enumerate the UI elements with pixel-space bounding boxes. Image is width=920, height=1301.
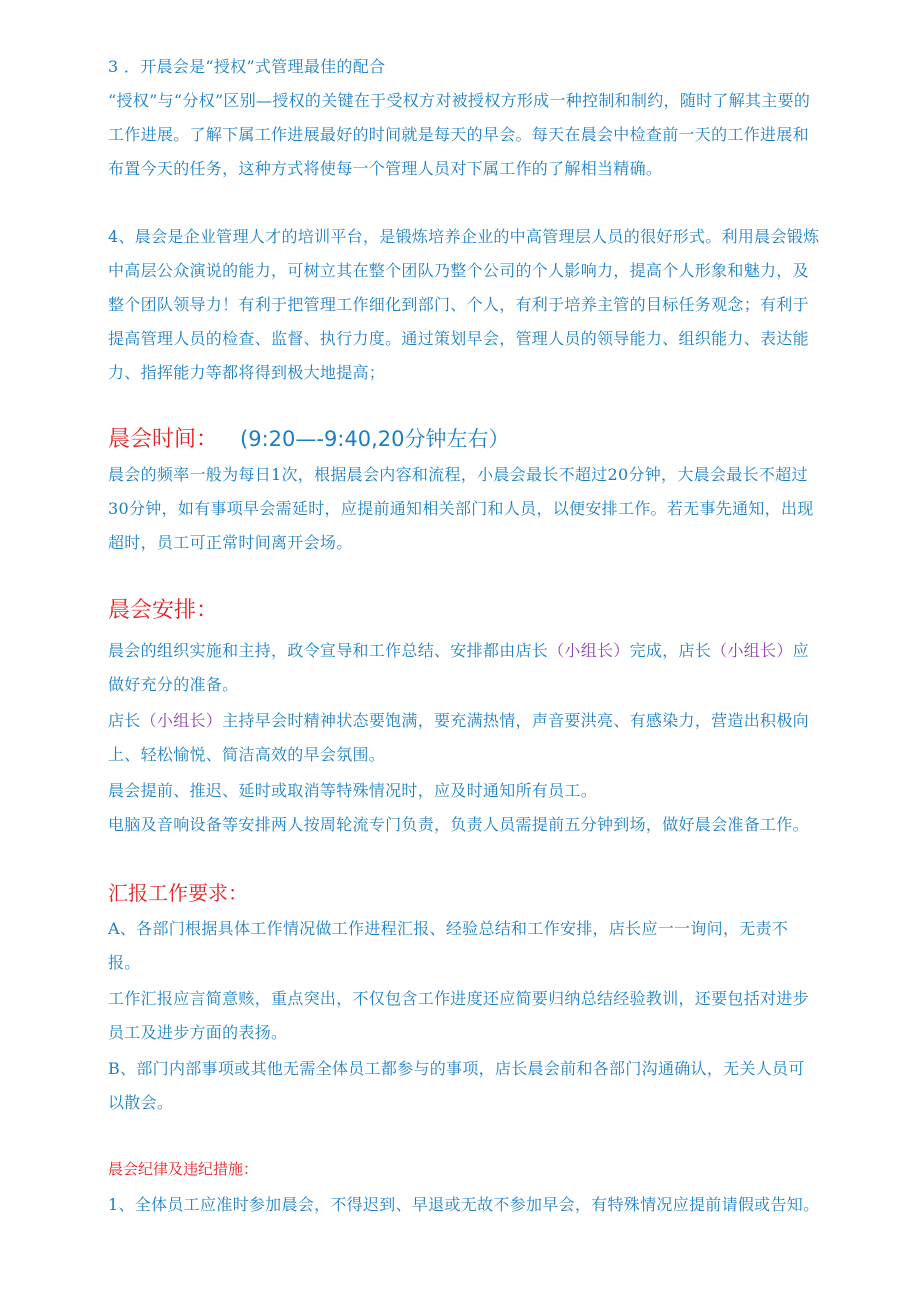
arrange-p2-text-b: 主持早会时精神状态要饱满，要充满热情，声音要洪亮、有感染力，营造出积极向上、轻松愉悦、简洁高效的早会氛围。 [108, 711, 809, 764]
time-heading: 晨会时间： [108, 427, 219, 452]
section-3-heading: 3 ．开晨会是“授权”式管理最佳的配合 [108, 57, 386, 76]
arrange-paragraph-4: 电脑及音响设备等安排两人按周轮流专门负责，负责人员需提前五分钟到场，做好晨会准备工作。 [108, 815, 809, 834]
arrange-heading: 晨会安排： [108, 598, 219, 623]
arrange-paragraph-1 [108, 634, 820, 702]
time-value: (9:20—-9:40,20分钟左右） [240, 427, 510, 451]
report-heading: 汇报工作要求： [108, 881, 248, 905]
arrange-p1-text-c: 应做好充分的准备。 [108, 641, 809, 694]
arrange-paragraph-3: 晨会提前、推迟、延时或取消等特殊情况时，应及时通知所有员工。 [108, 781, 598, 800]
section-3-body: “授权”与“分权”区别—授权的关键在于受权方对被授权方形成一种控制和制约，随时了解其主要的工作进展。了解下属工作进展最好的时间就是每天的早会。每天在晨会中检查前一天的工作进展和布置今天的任务，这种方式将使每一个管理人员对下属工作的了解相当精确。 [108, 91, 811, 178]
time-heading-row [108, 422, 510, 457]
arrange-p1-role-a: （小组长） [548, 641, 630, 660]
arrange-paragraph-2 [108, 704, 820, 772]
report-item-a-detail: 工作汇报应言简意赅，重点突出，不仅包含工作进度还应简要归纳总结经验教训，还要包括对进步员工及进步方面的表扬。 [108, 989, 809, 1042]
section-4-body: 4、晨会是企业管理人才的培训平台，是锻炼培养企业的中高管理层人员的很好形式。利用晨会锻炼中高层公众演说的能力，可树立其在整个团队乃整个公司的个人影响力，提高个人形象和魅力，及整个团队领导力！有利于把管理工作细化到部门、个人，有利于培养主管的目标任务观念；有利于提高管理人员的检查、监督、执行力度。通过策划早会，管理人员的领导能力、组织能力、表达能力、指挥能力等都将得到极大地提高； [108, 227, 820, 382]
arrange-p1-role-b: （小组长） [711, 641, 793, 660]
arrange-p2-role: （小组长） [140, 711, 223, 730]
report-item-b: B、部门内部事项或其他无需全体员工都参与的事项，店长晨会前和各部门沟通确认，无关人员可以散会。 [108, 1059, 805, 1112]
report-item-a: A、各部门根据具体工作情况做工作进程汇报、经验总结和工作安排，店长应一一询问，无责不报。 [108, 919, 789, 972]
discipline-heading: 晨会纪律及违纪措施： [108, 1160, 259, 1178]
arrange-p1-text-a: 晨会的组织实施和主持，政令宣导和工作总结、安排都由店长 [108, 641, 549, 660]
time-body: 晨会的频率一般为每日1次，根据晨会内容和流程，小晨会最长不超过20分钟，大晨会最长不超过30分钟，如有事项早会需延时，应提前通知相关部门和人员，以便安排工作。若无事先通知，出现超时，员工可正常时间离开会场。 [108, 465, 814, 552]
discipline-item-1: 1、全体员工应准时参加晨会，不得迟到、早退或无故不参加早会，有特殊情况应提前请假或告知。 [108, 1195, 820, 1214]
arrange-p2-text-a: 店长 [108, 711, 141, 730]
arrange-p1-text-b: 完成，店长 [629, 641, 712, 660]
